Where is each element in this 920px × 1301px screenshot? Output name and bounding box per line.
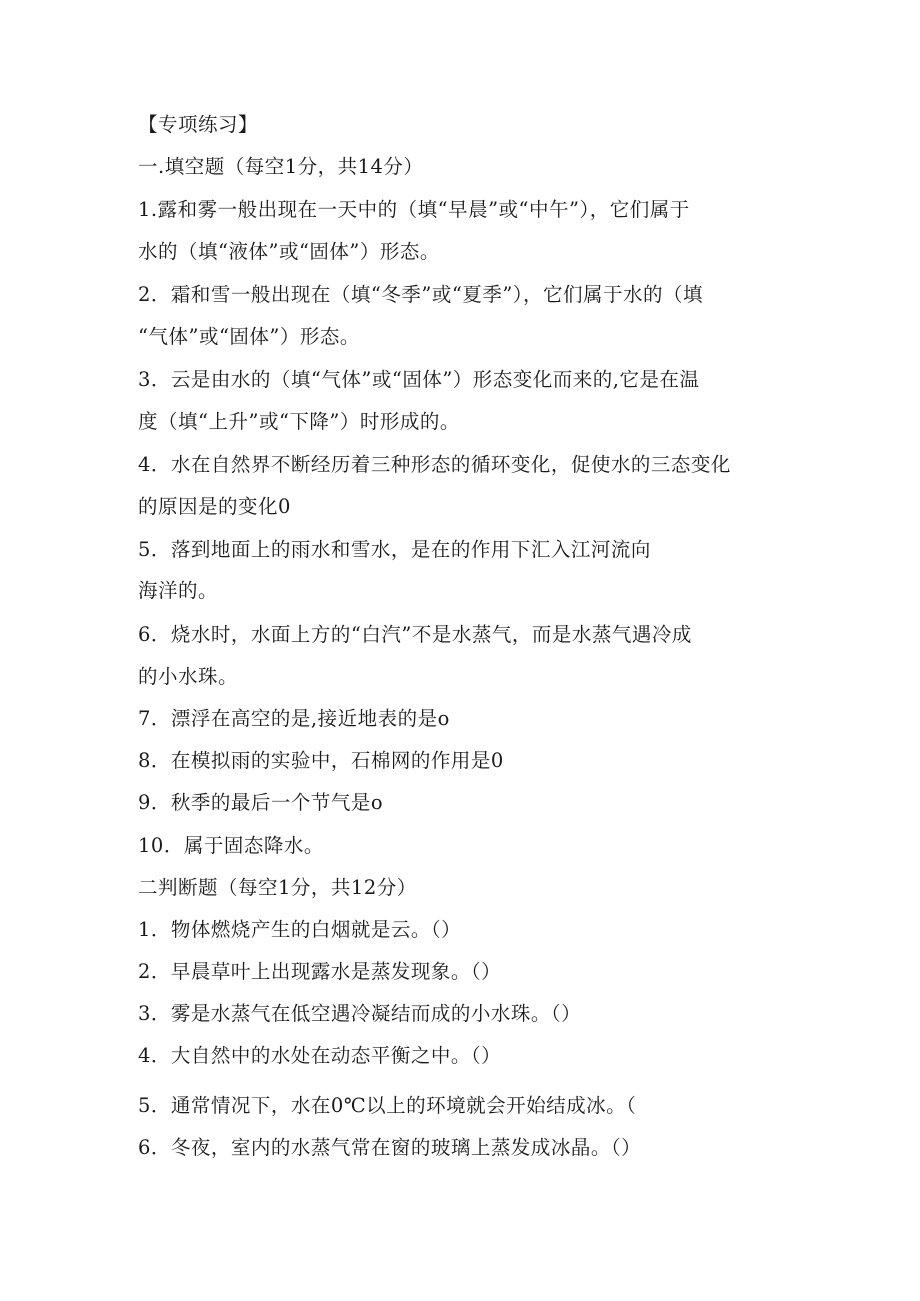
question-2-6: 6．冬夜，室内的水蒸气常在窗的玻璃上蒸发成冰晶。（） [138,1136,642,1159]
question-1-7: 7．漂浮在高空的是,接近地表的是o [138,707,450,730]
question-2-5: 5．通常情况下，水在0℃以上的环境就会开始结成冰。（ [138,1094,637,1117]
section-2-heading: 二判断题（每空1分，共12分） [138,876,417,899]
question-1-3-line-1: 3．云是由水的（填“气体”或“固体”）形态变化而来的,它是在温 [138,368,700,391]
question-1-1-line-2: 水的（填“液体”或“固体”）形态。 [138,240,440,263]
section-1-heading: 一.填空题（每空1分，共14分） [138,155,424,178]
question-2-3: 3．雾是水蒸气在低空遇冷凝结而成的小水珠。（） [138,1002,582,1025]
question-1-10: 10．属于固态降水。 [138,834,324,857]
question-1-2-line-2: “气体”或“固体”）形态。 [138,325,360,348]
question-2-1: 1．物体燃烧产生的白烟就是云。（） [138,918,462,941]
question-1-2-line-1: 2．霜和雪一般出现在（填“冬季”或“夏季”），它们属于水的（填 [138,283,704,306]
question-2-2: 2．早晨草叶上出现露水是蒸发现象。（） [138,960,502,983]
question-1-5-line-2: 海洋的。 [138,579,219,602]
question-1-9: 9．秋季的最后一个节气是o [138,791,384,814]
question-1-4-line-1: 4．水在自然界不断经历着三种形态的循环变化，促使水的三态变化 [138,453,731,476]
question-1-6-line-2: 的小水珠。 [138,665,239,688]
question-1-4-line-2: 的原因是的变化0 [138,495,291,518]
question-1-8: 8．在模拟雨的实验中，石棉网的作用是0 [138,749,504,772]
question-1-5-line-1: 5．落到地面上的雨水和雪水，是在的作用下汇入江河流向 [138,538,651,561]
question-1-1-line-1: 1.露和雾一般出现在一天中的（填“早晨”或“中午”），它们属于 [138,198,690,221]
document-title: 【专项练习】 [138,113,259,136]
question-1-6-line-1: 6．烧水时，水面上方的“白汽”不是水蒸气，而是水蒸气遇冷成 [138,623,692,646]
question-2-4: 4．大自然中的水处在动态平衡之中。（） [138,1044,502,1067]
question-1-3-line-2: 度（填“上升”或“下降”）时形成的。 [138,410,460,433]
